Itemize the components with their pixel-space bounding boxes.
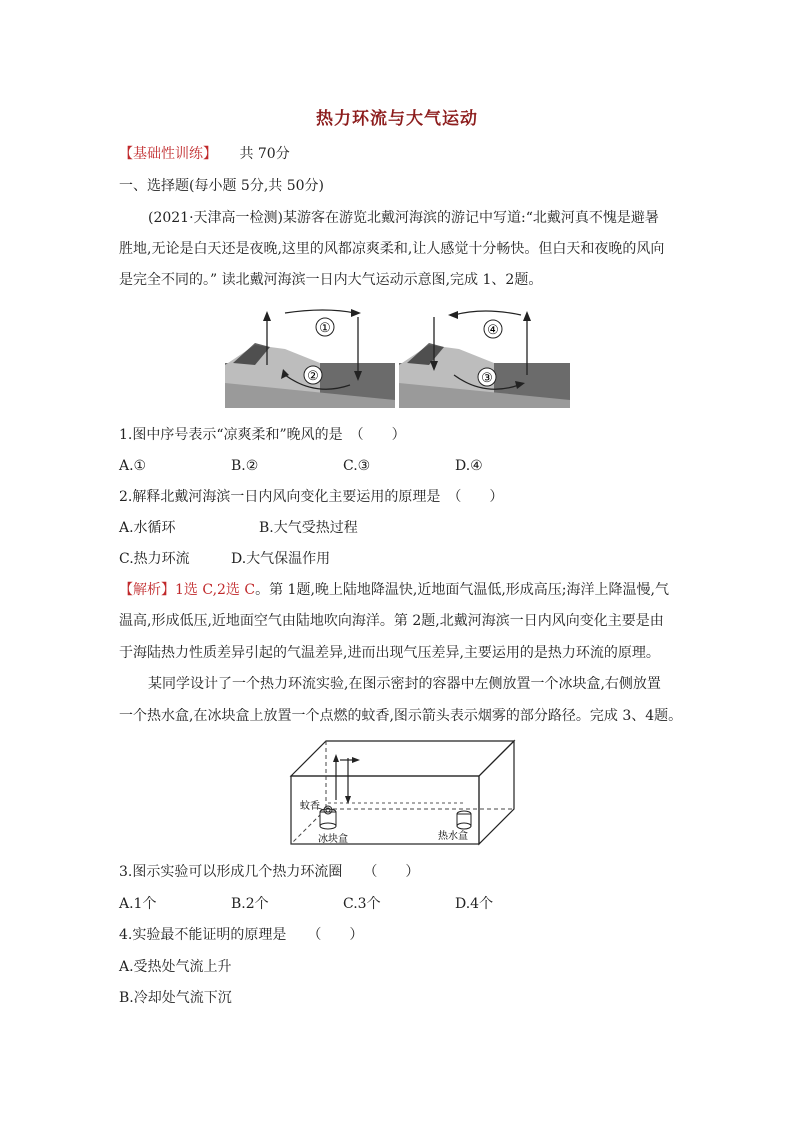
q4-stem: 4.实验最不能证明的原理是 （ ）: [119, 927, 364, 943]
analysis-tag: 【解析】: [119, 582, 175, 598]
section-header: [119, 143, 290, 165]
analysis-line3: 于海陆热力性质差异引起的气温差异,进而出现气压差异,主要运用的是热力环流的原理。: [119, 645, 660, 661]
q1-option-d: D.④: [455, 458, 483, 474]
q1-stem: 1.图中序号表示“凉爽柔和”晚风的是 （ ）: [119, 427, 406, 443]
night-panel: [399, 305, 570, 408]
analysis-answer: 1选 C,2选 C: [175, 582, 256, 598]
container-experiment-figure: [288, 738, 518, 848]
ice-box-label: 冰块盒: [318, 834, 348, 845]
q3-option-d: D.4个: [455, 896, 494, 912]
analysis-line1: [119, 579, 669, 601]
label-4: ④: [487, 323, 499, 338]
label-3: ③: [481, 371, 493, 386]
q4-option-a: A.受热处气流上升: [119, 959, 232, 975]
passage2-line2: 一个热水盒,在冰块盒上放置一个点燃的蚊香,图示箭头表示烟雾的部分路径。完成 3、4题。: [119, 708, 683, 724]
label-2: ②: [307, 369, 319, 384]
section-score: 共 70分: [239, 146, 290, 162]
passage1-line1: (2021·天津高一检测)某游客在游览北戴河海滨的游记中写道:“北戴河真不愧是避暑: [148, 210, 659, 226]
q3-option-b: B.2个: [231, 896, 269, 912]
q3-option-c: C.3个: [343, 896, 381, 912]
passage1-line3: 是完全不同的。” 读北戴河海滨一日内大气运动示意图,完成 1、2题。: [119, 272, 543, 288]
label-1: ①: [319, 321, 331, 336]
part-heading: 一、选择题(每小题 5分,共 50分): [119, 178, 324, 194]
q4-option-b: B.冷却处气流下沉: [119, 990, 232, 1006]
sea-land-breeze-figure: [225, 305, 570, 409]
q1-option-a: A.①: [119, 458, 147, 474]
q2-stem: 2.解释北戴河海滨一日内风向变化主要运用的原理是 （ ）: [119, 489, 504, 505]
q2-option-d: D.大气保温作用: [231, 551, 331, 567]
q2-option-a: A.水循环: [119, 520, 176, 536]
q1-option-b: B.②: [231, 458, 259, 474]
page-title: 热力环流与大气运动: [316, 109, 478, 129]
q3-stem: 3.图示实验可以形成几个热力环流圈 （ ）: [119, 864, 420, 880]
day-panel: [225, 305, 395, 408]
q3-option-a: A.1个: [119, 896, 157, 912]
analysis-text1: 。第 1题,晚上陆地降温快,近地面气温低,形成高压;海洋上降温慢,气: [255, 582, 669, 598]
analysis-line2: 温高,形成低压,近地面空气由陆地吹向海洋。第 2题,北戴河海滨一日内风向变化主要是由: [119, 613, 664, 629]
q1-option-c: C.③: [343, 458, 371, 474]
mosquito-coil-label: 蚊香: [300, 801, 320, 812]
passage2-line1: 某同学设计了一个热力环流实验,在图示密封的容器中左侧放置一个冰块盒,右侧放置: [148, 676, 661, 692]
hot-water-box-label: 热水盒: [438, 831, 468, 842]
passage1-line2: 胜地,无论是白天还是夜晚,这里的风都凉爽柔和,让人感觉十分畅快。但白天和夜晚的风向: [119, 241, 665, 257]
section-tag: 【基础性训练】: [119, 146, 217, 162]
hot-water-box: [457, 811, 471, 829]
q2-option-c: C.热力环流: [119, 551, 190, 567]
q2-option-b: B.大气受热过程: [259, 520, 358, 536]
